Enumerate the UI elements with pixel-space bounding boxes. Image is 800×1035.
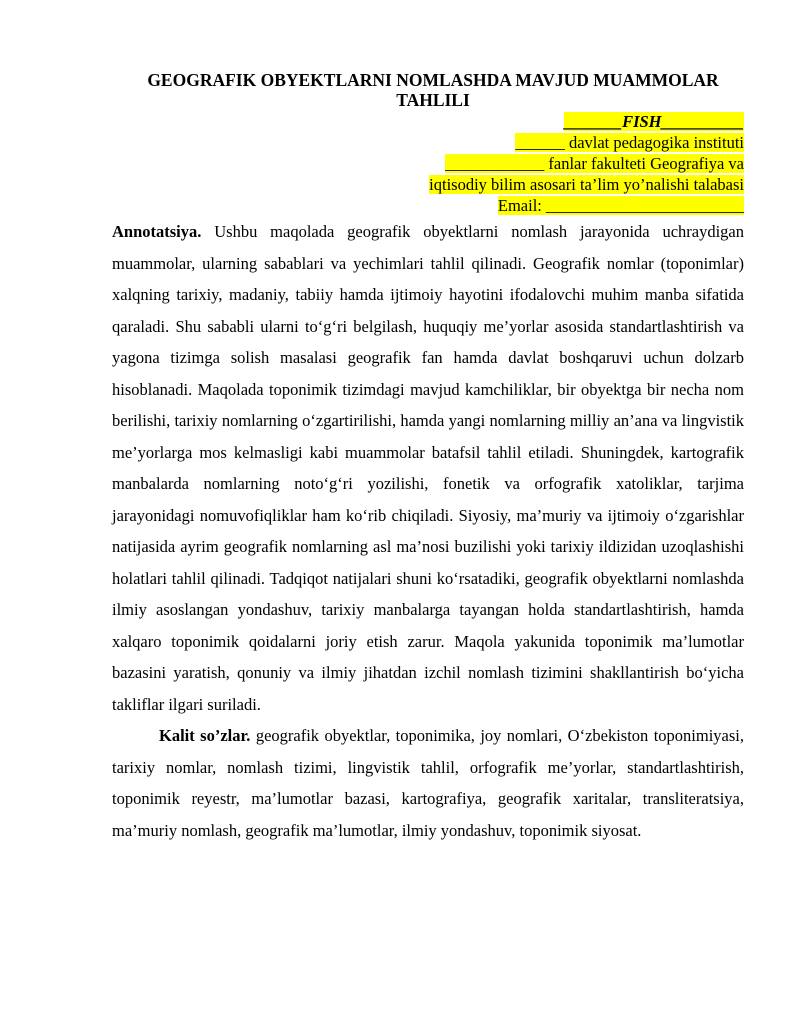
author-faculty: ____________ fanlar fakulteti Geografiya va — [445, 154, 744, 173]
author-name-prefix: _______ — [564, 112, 623, 131]
author-institute-line — [112, 132, 744, 153]
author-institute: ______ davlat pedagogika instituti — [515, 133, 744, 152]
keywords-text: geografik obyektlar, toponimika, joy nomlari, O‘zbekiston toponimiyasi, tarixiy nomlar, nomlash tizimi, lingvistik tahlil, orfografik me’yorlar, standartlashtirish, toponimik reyestr, ma’lumotlar bazasi, kartografiya, geografik xaritalar, transliteratsiya, ma’muriy nomlash, geografik ma’lumotlar, ilmiy yondashuv, toponimik siyosat. — [112, 726, 744, 840]
author-faculty-line — [112, 153, 744, 174]
email-label: Email: — [497, 196, 542, 215]
keywords-label: Kalit so’zlar. — [159, 726, 251, 745]
abstract-label: Annotatsiya. — [112, 222, 202, 241]
author-program: iqtisodiy bilim asosari ta’lim yo’nalishi talabasi — [429, 175, 744, 194]
author-email-line — [112, 195, 744, 216]
author-block — [112, 111, 744, 216]
author-program-line — [112, 174, 744, 195]
author-name-suffix: __________ — [661, 112, 744, 131]
abstract-text: Ushbu maqolada geografik obyektlarni nomlash jarayonida uchraydigan muammolar, ularning sabablari va yechimlari tahlil qilinadi. Geografik nomlar (toponimlar) xalqning tarixiy, madaniy, tabiiy hamda ijtimoiy hayotini ifodalovchi muhim manba sifatida qaraladi. Shu sababli ularni to‘g‘ri belgilash, huquqiy me’yorlar asosida standartlashtirish va yagona tizimga solish masalasi geografik fan hamda davlat boshqaruvi uchun dolzarb hisoblanadi. Maqolada toponimik tizimdagi mavjud kamchiliklar, bir obyektga bir necha nom berilishi, tarixiy nomlarning o‘zgartirilishi, hamda yangi nomlarning milliy an’ana va lingvistik me’yorlarga mos kelmasligi kabi muammolar batafsil tahlil etiladi. Shuningdek, kartografik manbalarda nomlarning noto‘g‘ri yozilishi, fonetik va orfografik xatoliklar, tarjima jarayonidagi nomuvofiqliklar ham ko‘rib chiqiladi. Siyosiy, ma’muriy va ijtimoiy o‘zgarishlar natijasida ayrim geografik nomlarning asl ma’nosi buzilishi yoki tarixiy ildizidan uzoqlashishi holatlari tahlil qilinadi. Tadqiqot natijalari shuni ko‘rsatadiki, geografik obyektlarni nomlashda ilmiy asoslangan yondashuv, tarixiy manbalarga tayangan holda standartlashtirish, hamda xalqaro toponimik qoidalarni joriy etish zarur. Maqola yakunida toponimik ma’lumotlar bazasini yaratish, qonuniy va ilmiy jihatdan izchil nomlash tizimini shakllantirish bo‘yicha takliflar ilgari suriladi. — [112, 222, 744, 714]
author-name-line — [112, 111, 744, 132]
paper-title: GEOGRAFIK OBYEKTLARNI NOMLASHDA MAVJUD MUAMMOLAR TAHLILI — [147, 70, 719, 110]
author-name: FISH — [622, 112, 662, 131]
email-value: ________________________ — [546, 196, 744, 215]
document-page — [112, 70, 744, 846]
keywords-paragraph — [112, 720, 744, 846]
abstract-paragraph — [112, 216, 744, 720]
